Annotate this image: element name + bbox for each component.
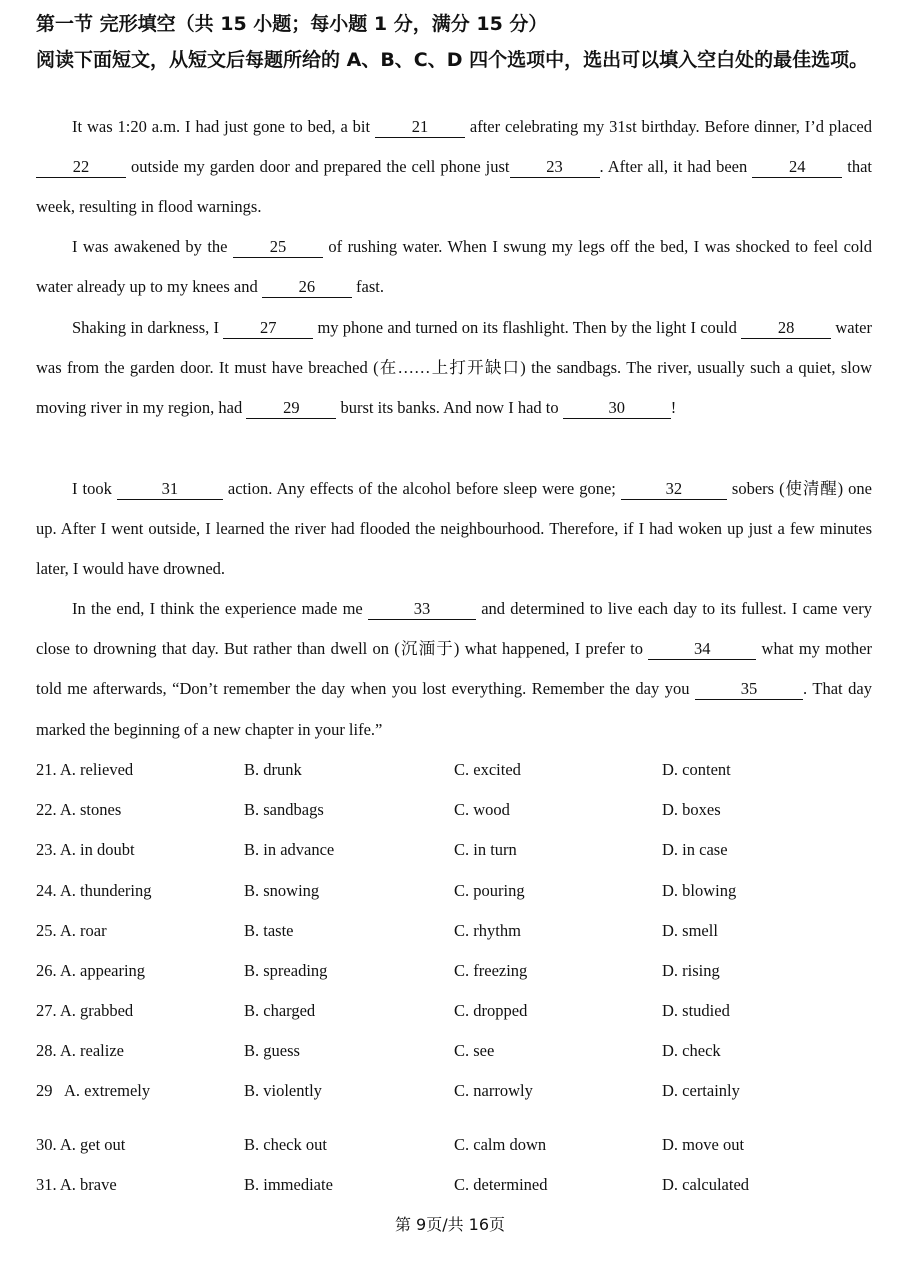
- option-b: B. taste: [244, 921, 294, 940]
- option-c: C. see: [454, 1041, 495, 1060]
- passage-text: sobers (使清醒) one up. After I went outside, I learned the river had flooded the neighbourhood. Therefore, if I had woken up just a few minutes later, I would have drowned.: [36, 479, 872, 579]
- option-c: C. excited: [454, 760, 521, 779]
- blank-23: 23: [510, 157, 600, 178]
- question-row-24: [36, 879, 876, 903]
- page-number: 第 9页/共 16页: [394, 1215, 506, 1234]
- passage-text: I took: [72, 479, 117, 498]
- option-a: 23. A. in doubt: [36, 840, 135, 859]
- blank-30: 30: [563, 398, 671, 419]
- blank-25: 25: [233, 237, 323, 258]
- question-row-21: [36, 758, 876, 782]
- passage-paragraph-1: [36, 107, 872, 228]
- passage-text: action. Any effects of the alcohol before sleep were gone;: [222, 479, 621, 498]
- option-d: D. boxes: [662, 800, 721, 819]
- option-b: B. snowing: [244, 881, 320, 900]
- passage-paragraph-5: [36, 589, 872, 750]
- passage-text: and determined to live each day to its fullest. I came very close to drowning that day. But rather than dwell on (沉湎于) what happened, I prefer to: [36, 599, 872, 659]
- option-c: C. calm down: [454, 1135, 547, 1154]
- option-b: B. drunk: [244, 760, 302, 779]
- passage-text: after celebrating my 31st birthday. Before dinner, I’d placed: [464, 117, 872, 136]
- passage-text: of rushing water. When I swung my legs off the bed, I was shocked to feel cold water already up to my knees and: [36, 237, 873, 297]
- option-a: 26. A. appearing: [36, 961, 146, 980]
- passage-paragraph-3: [36, 308, 872, 429]
- option-c: C. wood: [454, 800, 510, 819]
- passage-text: my phone and turned on its flashlight. Then by the light I could: [313, 318, 742, 337]
- option-a: 31. A. brave: [36, 1175, 117, 1194]
- option-c: C. freezing: [454, 961, 528, 980]
- option-a: 29 A. extremely: [36, 1081, 151, 1100]
- question-row-27: [36, 999, 876, 1023]
- option-b: B. charged: [244, 1001, 316, 1020]
- question-row-23: [36, 838, 876, 862]
- blank-33: 33: [368, 599, 476, 620]
- question-row-31: [36, 1173, 876, 1197]
- option-c: C. pouring: [454, 881, 525, 900]
- passage-text: outside my garden door and prepared the cell phone just: [126, 157, 510, 177]
- option-c: C. in turn: [454, 840, 517, 859]
- option-d: D. certainly: [662, 1081, 740, 1100]
- passage-paragraph-2: [36, 227, 872, 307]
- blank-31: 31: [117, 479, 223, 500]
- option-c: C. dropped: [454, 1001, 528, 1020]
- blank-21: 21: [375, 117, 465, 138]
- option-d: D. check: [662, 1041, 721, 1060]
- passage-text: fast.: [351, 277, 384, 297]
- blank-22: 22: [36, 157, 126, 178]
- passage-text: !: [670, 398, 677, 418]
- blank-27: 27: [223, 318, 313, 339]
- passage-text: burst its banks. And now I had to: [336, 398, 563, 418]
- option-c: C. determined: [454, 1175, 548, 1194]
- passage-text: I was awakened by the: [72, 237, 233, 256]
- option-d: D. calculated: [662, 1175, 750, 1194]
- option-a: 21. A. relieved: [36, 760, 134, 779]
- passage-text: Shaking in darkness, I: [72, 318, 224, 337]
- passage-text: that week, resulting in flood warnings.: [36, 157, 872, 217]
- option-b: B. in advance: [244, 840, 335, 859]
- passage-text: . After all, it had been: [599, 157, 753, 177]
- blank-24: 24: [752, 157, 842, 178]
- option-d: D. blowing: [662, 881, 737, 900]
- passage-text: what my mother told me afterwards, “Don’t remember the day when you lost everything. Remember the day you: [36, 639, 872, 699]
- question-row-29: [36, 1079, 876, 1103]
- blank-32: 32: [621, 479, 727, 500]
- question-row-25: [36, 919, 876, 943]
- question-row-26: [36, 959, 876, 983]
- question-row-30: [36, 1133, 876, 1157]
- option-a: 30. A. get out: [36, 1135, 126, 1154]
- blank-26: 26: [262, 277, 352, 298]
- option-a: 27. A. grabbed: [36, 1001, 134, 1020]
- option-a: 22. A. stones: [36, 800, 122, 819]
- option-d: D. smell: [662, 921, 718, 940]
- passage-paragraph-4: [36, 469, 872, 590]
- option-a: 24. A. thundering: [36, 881, 152, 900]
- instructions: 阅读下面短文，从短文后每题所给的 A、B、C、D 四个选项中，选出可以填入空白处的最佳选项。: [36, 49, 869, 71]
- blank-34: 34: [648, 639, 756, 660]
- option-b: B. check out: [244, 1135, 327, 1154]
- option-b: B. spreading: [244, 961, 328, 980]
- section-title: 第一节 完形填空（共 15 小题；每小题 1 分，满分 15 分）: [36, 13, 548, 35]
- option-d: D. move out: [662, 1135, 745, 1154]
- option-b: B. violently: [244, 1081, 322, 1100]
- blank-35: 35: [695, 679, 803, 700]
- passage-text: . That day marked the beginning of a new chapter in your life.”: [36, 679, 872, 739]
- option-c: C. rhythm: [454, 921, 521, 940]
- option-a: 28. A. realize: [36, 1041, 124, 1060]
- option-d: D. in case: [662, 840, 728, 859]
- option-d: D. studied: [662, 1001, 730, 1020]
- blank-28: 28: [741, 318, 831, 339]
- blank-29: 29: [246, 398, 336, 419]
- passage-text: In the end, I think the experience made me: [72, 599, 368, 618]
- question-row-22: [36, 798, 876, 822]
- option-b: B. immediate: [244, 1175, 333, 1194]
- option-d: D. content: [662, 760, 731, 779]
- option-a: 25. A. roar: [36, 921, 107, 940]
- option-b: B. sandbags: [244, 800, 324, 819]
- passage-text: It was 1:20 a.m. I had just gone to bed, a bit: [72, 117, 375, 136]
- option-d: D. rising: [662, 961, 720, 980]
- option-b: B. guess: [244, 1041, 300, 1060]
- question-row-28: [36, 1039, 876, 1063]
- passage-text: water was from the garden door. It must have breached (在……上打开缺口) the sandbags. The river, usually such a quiet, slow moving river in my region, had: [36, 318, 872, 418]
- option-c: C. narrowly: [454, 1081, 533, 1100]
